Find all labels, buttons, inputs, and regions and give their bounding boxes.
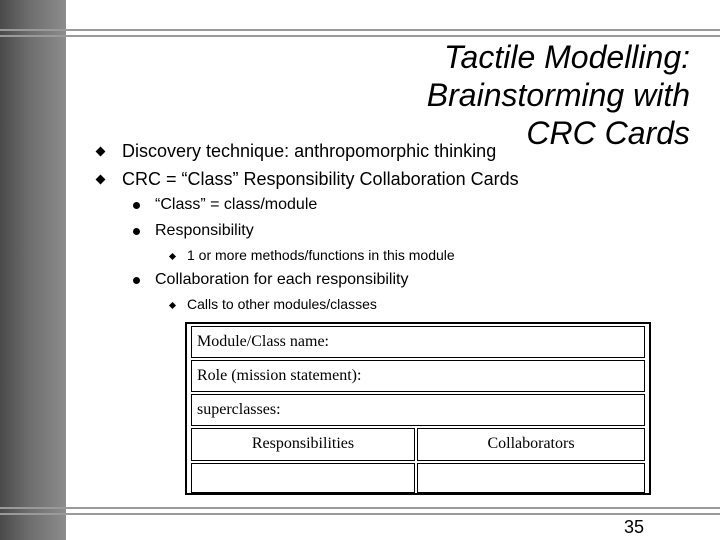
round-bullet-icon bbox=[133, 202, 140, 209]
sub-bullet-responsibility: Responsibility bbox=[155, 222, 254, 239]
title-line-2: Brainstorming with bbox=[426, 77, 690, 113]
sub-sub-bullet-methods: 1 or more methods/functions in this module bbox=[187, 247, 455, 263]
sub-bullet-class: “Class” = class/module bbox=[155, 196, 318, 213]
crc-collaborators-cell bbox=[417, 463, 645, 493]
small-diamond-bullet-icon bbox=[169, 253, 176, 260]
crc-module-row: Module/Class name: bbox=[191, 326, 645, 358]
sidebar-gradient bbox=[0, 0, 66, 540]
crc-responsibilities-cell bbox=[191, 463, 415, 493]
diamond-bullet-icon bbox=[96, 147, 106, 157]
top-rule-1 bbox=[0, 29, 720, 31]
crc-collaborators-header: Collaborators bbox=[417, 428, 645, 461]
page-number: 35 bbox=[624, 517, 645, 537]
small-diamond-bullet-icon bbox=[169, 302, 176, 309]
crc-role-row: Role (mission statement): bbox=[191, 360, 645, 392]
bottom-rule-2 bbox=[0, 513, 720, 515]
crc-superclasses-row: superclasses: bbox=[191, 394, 645, 426]
bullet-discovery: Discovery technique: anthropomorphic thinking bbox=[122, 141, 497, 161]
bottom-rule-1 bbox=[0, 507, 720, 509]
sub-sub-bullet-calls: Calls to other modules/classes bbox=[187, 296, 377, 312]
title-line-1: Tactile Modelling: bbox=[443, 39, 690, 75]
crc-responsibilities-header: Responsibilities bbox=[191, 428, 415, 461]
title-line-3: CRC Cards bbox=[526, 115, 690, 151]
top-rule-2 bbox=[0, 35, 720, 37]
sub-bullet-collaboration: Collaboration for each responsibility bbox=[155, 271, 409, 288]
slide-title bbox=[310, 38, 690, 152]
crc-card-diagram bbox=[185, 322, 651, 495]
bullet-crc: CRC = “Class” Responsibility Collaboration Cards bbox=[122, 169, 519, 189]
round-bullet-icon bbox=[133, 277, 140, 284]
diamond-bullet-icon bbox=[96, 175, 106, 185]
round-bullet-icon bbox=[133, 228, 140, 235]
